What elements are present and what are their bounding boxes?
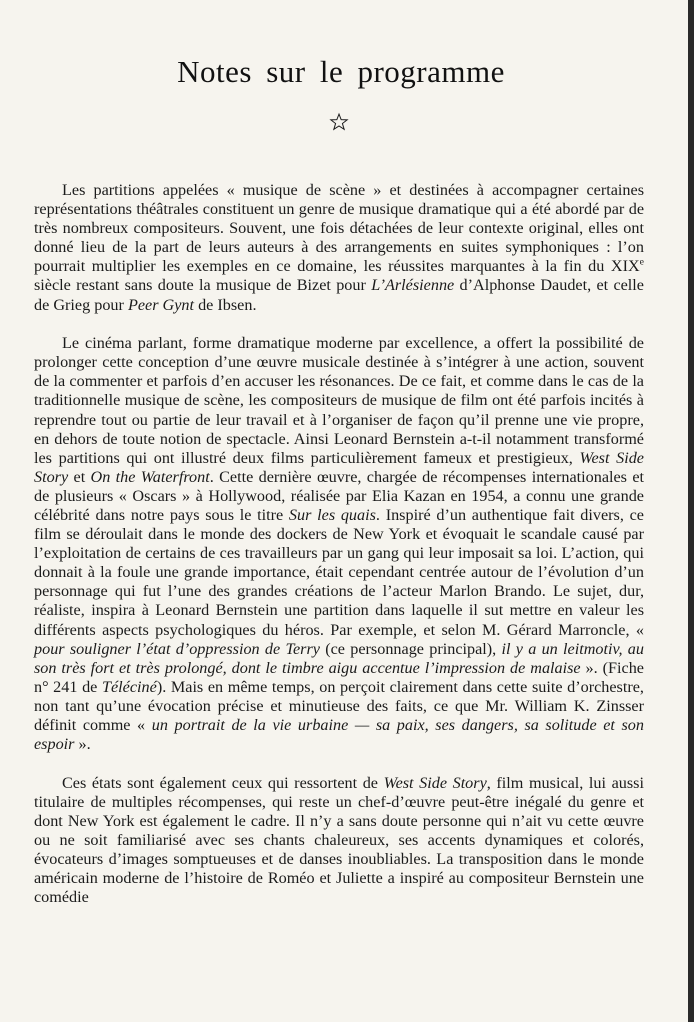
italic-text: il y a un leitmotiv, au son très fort et très prolongé, dont le timbre aigu accentue l’impression de malaise [34, 639, 644, 677]
article-body [34, 181, 644, 907]
page-edge [688, 0, 694, 1022]
paragraph-2 [34, 334, 644, 754]
text-run: ). Mais en même temps, on perçoit clairement dans cette suite d’orchestre, non tant qu’une évocation précise et minutieuse des faits, ce que Mr. William K. Zinsser définit comme « [34, 677, 644, 735]
italic-text: West Side Story [34, 448, 644, 486]
paragraph-1 [34, 181, 644, 315]
text-run: Le cinéma parlant, forme dramatique moderne par excellence, a offert la possibilité de prolonger cette conception d’une œuvre musicale destinée à s’intégrer à une action, souvent de la commenter et parfois d’en accuser les résonances. De ce fait, et comme dans le cas de la traditionnelle musique de scène, les compositeurs de musique de film ont été parfois incités à reprendre tout ou partie de leur travail et à l’organiser de façon qu’il prenne une vie propre, en dehors de toute notion de spectacle. Ainsi Leonard Bernstein a-t-il notamment transformé les partitions qui ont illustré deux films particulièrement fameux et prestigieux, [34, 334, 644, 467]
text-run: ». [74, 735, 91, 754]
text-run: Les partitions appelées « musique de scène » et destinées à accompagner certaines représentations théâtrales constituent un genre de musique dramatique qui a été abordé par de très nombreux compositeurs. Souvent, une fois détachées de leur contexte original, elles ont donné lieu de la part de leurs auteurs à des arrangements en suites symphoniques : l’on pourrait multiplier les exemples en ce domaine, les réussites marquantes à la fin du XIX [34, 181, 644, 276]
text-run: , film musical, lui aussi titulaire de multiples récompenses, qui reste un chef-d’œuvre peut-être inégalé du genre et dont New York est également le cadre. Il n’y a sans doute personne qui n’ait vu cette œuvre ou ne soit familiarisé avec ses chants chaleureux, ses accents dynamiques et colorés, évocateurs d’images somptueuses et de danses inoubliables. La transposition dans le monde américain moderne de l’histoire de Roméo et Juliette a inspiré au compositeur Bernstein une comédie [34, 773, 644, 907]
star-icon [329, 112, 349, 132]
italic-text: Téléciné [101, 677, 157, 696]
italic-text: West Side Story [383, 773, 487, 792]
text-run: Ces états sont également ceux qui ressortent de [62, 773, 384, 792]
italic-text: Peer Gynt [127, 295, 195, 314]
text-run: . Inspiré d’un authentique fait divers, ce film se déroulait dans le monde des dockers de New York et évoquait le scandale causé par l’exploitation de certains de ces travailleurs par un gang qui leur imposait sa loi. L’action, qui donnait à la foule une grande importance, était cependant centrée autour de l’évolution d’un personnage qui fut l’une des grandes créations de l’acteur Marlon Brando. Le sujet, dur, réaliste, inspira à Leonard Bernstein une partition dans laquelle il sut mettre en valeur les différents aspects psychologiques du héros. Par exemple, et selon M. Gérard Marroncle, « [34, 506, 644, 639]
page-title: Notes sur le programme [177, 54, 505, 89]
paragraph-3 [34, 774, 644, 908]
italic-text: On the Waterfront [90, 467, 210, 486]
italic-text: Sur les quais [288, 506, 376, 524]
italic-text: pour souligner l’état d’oppression de Terry [34, 639, 320, 658]
text-run: et [68, 467, 91, 486]
text-run: (ce personnage principal), [319, 639, 502, 658]
text-run: d’Alphonse Daudet, et celle de Grieg pour [34, 276, 644, 314]
text-run: . Cette dernière œuvre, chargée de récompenses internationales et de plusieurs « Oscars » à Hollywood, réalisée par Elia Kazan en 1954, a connu une grande célébrité dans notre pays sous le titre [34, 467, 645, 524]
text-run: de Ibsen. [194, 295, 257, 314]
italic-text: un portrait de la vie urbaine — sa paix, ses dangers, sa solitude et son espoir [34, 716, 644, 754]
text-run: siècle restant sans doute la musique de Bizet pour [34, 276, 372, 295]
italic-text: L’Arlésienne [371, 276, 455, 295]
superscript: e [639, 256, 644, 268]
text-run: ». (Fiche n° 241 de [34, 658, 644, 696]
